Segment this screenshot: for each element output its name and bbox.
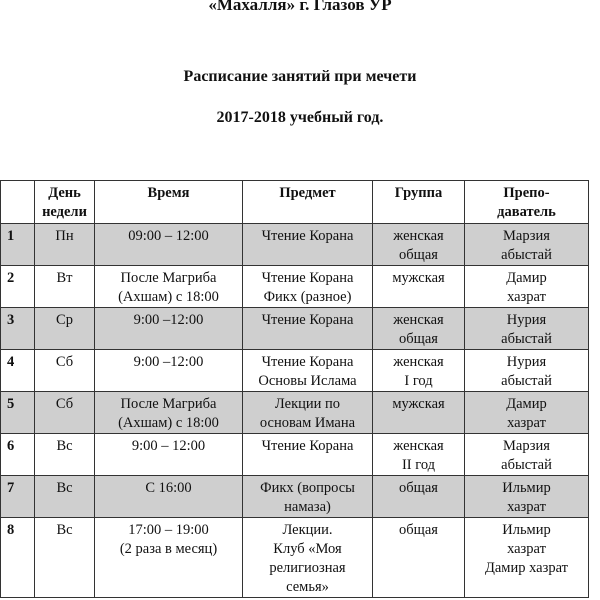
cell-teacher: Дамир хазрат xyxy=(465,392,589,434)
cell-time: После Магриба (Ахшам) с 18:00 xyxy=(95,392,243,434)
table-row xyxy=(1,518,589,598)
cell-subject: Фикх (вопросы намаза) xyxy=(243,476,373,518)
cell-day: Вс xyxy=(35,476,95,518)
cell-teacher: Марзия абыстай xyxy=(465,434,589,476)
cell-number: 8 xyxy=(1,518,35,598)
table-row xyxy=(1,392,589,434)
cell-group: женская общая xyxy=(373,308,465,350)
cell-teacher: Нурия абыстай xyxy=(465,308,589,350)
table-header-row xyxy=(1,181,589,224)
cell-subject: Чтение Корана xyxy=(243,434,373,476)
cell-subject: Чтение Корана Основы Ислама xyxy=(243,350,373,392)
cell-subject: Лекции. Клуб «Моя религиозная семья» xyxy=(243,518,373,598)
cell-day: Сб xyxy=(35,350,95,392)
column-header-day: День недели xyxy=(35,181,95,224)
cell-time: 17:00 – 19:00 (2 раза в месяц) xyxy=(95,518,243,598)
schedule-table xyxy=(0,180,589,598)
cell-teacher: Марзия абыстай xyxy=(465,224,589,266)
schedule-title: Расписание занятий при мечети xyxy=(183,68,417,85)
cell-time: 09:00 – 12:00 xyxy=(95,224,243,266)
cell-group: общая xyxy=(373,518,465,598)
cell-day: Вс xyxy=(35,434,95,476)
table-row xyxy=(1,434,589,476)
cell-time: После Магриба (Ахшам) с 18:00 xyxy=(95,266,243,308)
cell-group: женская II год xyxy=(373,434,465,476)
cell-number: 5 xyxy=(1,392,35,434)
cell-teacher: Нурия абыстай xyxy=(465,350,589,392)
cell-number: 2 xyxy=(1,266,35,308)
cell-teacher: Ильмир хазрат xyxy=(465,476,589,518)
cell-time: 9:00 –12:00 xyxy=(95,308,243,350)
cell-day: Вс xyxy=(35,518,95,598)
cell-subject: Чтение Корана xyxy=(243,224,373,266)
cell-day: Вт xyxy=(35,266,95,308)
cell-group: мужская xyxy=(373,266,465,308)
cell-time: С 16:00 xyxy=(95,476,243,518)
column-header-group: Группа xyxy=(373,181,465,224)
cell-subject: Чтение Корана Фикх (разное) xyxy=(243,266,373,308)
cell-group: женская I год xyxy=(373,350,465,392)
cell-group: женская общая xyxy=(373,224,465,266)
table-row xyxy=(1,350,589,392)
table-row xyxy=(1,224,589,266)
schedule-body xyxy=(1,224,589,598)
column-header-time: Время xyxy=(95,181,243,224)
cell-number: 4 xyxy=(1,350,35,392)
table-row xyxy=(1,266,589,308)
academic-year: 2017-2018 учебный год. xyxy=(216,109,384,126)
cell-number: 7 xyxy=(1,476,35,518)
cell-time: 9:00 –12:00 xyxy=(95,350,243,392)
cell-group: общая xyxy=(373,476,465,518)
table-row xyxy=(1,308,589,350)
cell-number: 6 xyxy=(1,434,35,476)
cell-teacher: Ильмир хазрат Дамир хазрат xyxy=(465,518,589,598)
cell-day: Пн xyxy=(35,224,95,266)
cell-number: 3 xyxy=(1,308,35,350)
cell-teacher: Дамир хазрат xyxy=(465,266,589,308)
column-header-teacher: Препо- даватель xyxy=(465,181,589,224)
cell-number: 1 xyxy=(1,224,35,266)
cell-subject: Чтение Корана xyxy=(243,308,373,350)
column-header-number xyxy=(1,181,35,224)
cell-day: Сб xyxy=(35,392,95,434)
organization-title: «Махалля» г. Глазов УР xyxy=(208,0,392,14)
cell-subject: Лекции по основам Имана xyxy=(243,392,373,434)
cell-group: мужская xyxy=(373,392,465,434)
cell-time: 9:00 – 12:00 xyxy=(95,434,243,476)
table-row xyxy=(1,476,589,518)
cell-day: Ср xyxy=(35,308,95,350)
column-header-subject: Предмет xyxy=(243,181,373,224)
